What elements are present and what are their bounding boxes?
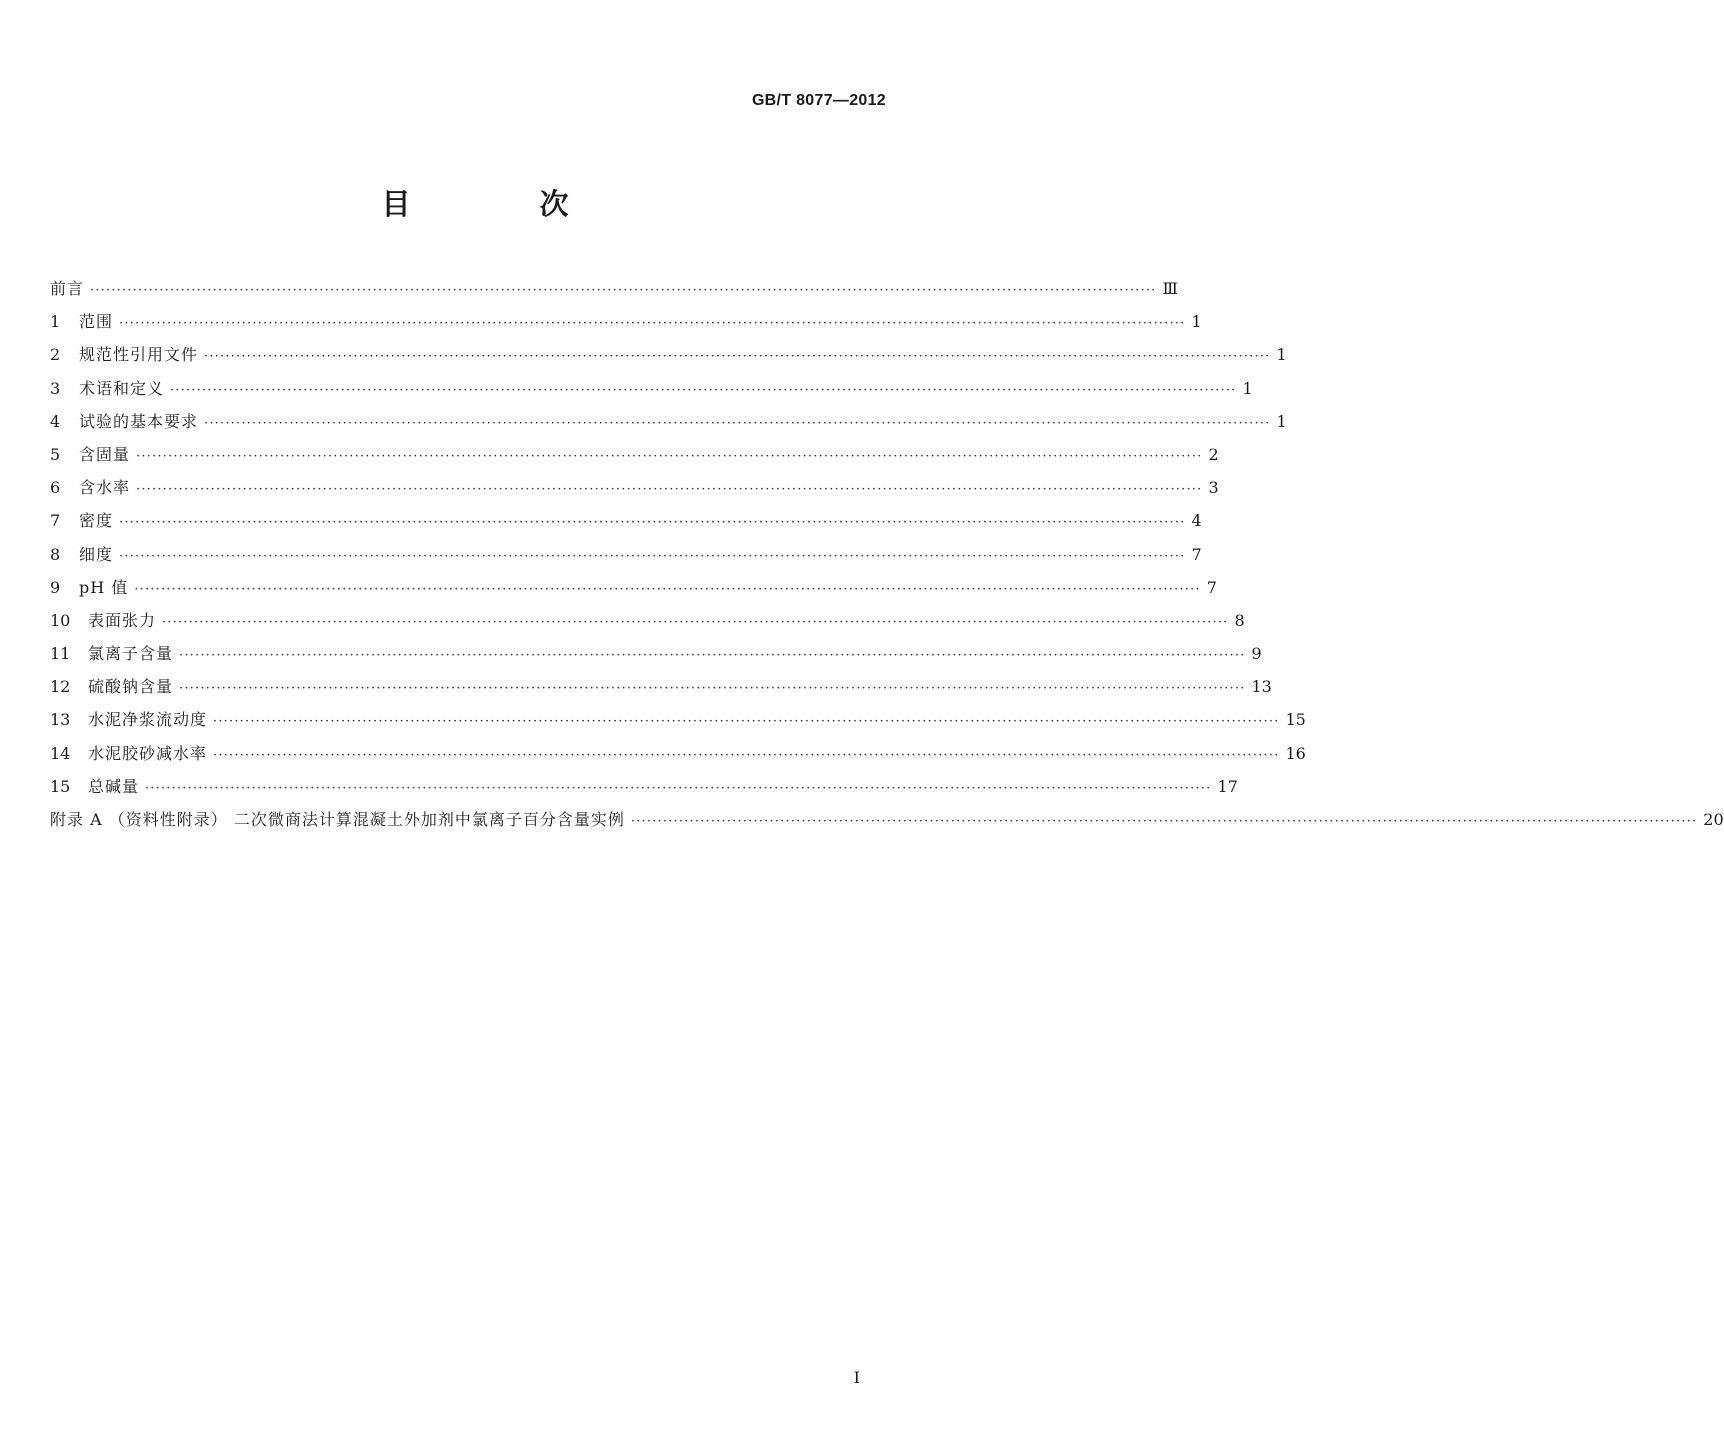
toc-entry-page: 3: [1208, 478, 1219, 498]
toc-entry[interactable]: [50, 737, 1306, 770]
toc-dot-leader: ········································································································································································································: [134, 581, 1201, 597]
page-title: 目 次: [381, 187, 619, 221]
toc-entry[interactable]: [50, 670, 1272, 703]
toc-entry-page: 7: [1206, 577, 1217, 597]
toc-entry-title: 含固量: [79, 444, 131, 464]
toc-entry[interactable]: [50, 305, 1202, 338]
toc-dot-leader: ········································································································································································································: [179, 648, 1246, 664]
toc-entry-title: 含水率: [79, 478, 131, 498]
toc-dot-leader: ········································································································································································································: [136, 448, 1203, 464]
toc-entry-title: 规范性引用文件: [79, 345, 199, 365]
toc-dot-leader: ········································································································································································································: [213, 747, 1280, 763]
toc-entry-title: 硫酸钠含量: [88, 677, 174, 697]
toc-dot-leader: ········································································································································································································: [136, 482, 1203, 498]
toc-entry[interactable]: [50, 571, 1217, 604]
toc-entry-number: 4: [50, 411, 61, 431]
standard-code: GB/T 8077—2012: [751, 92, 886, 109]
toc-entry-title: 总碱量: [88, 776, 140, 796]
toc-entry-page: 16: [1285, 743, 1306, 763]
toc-dot-leader: ········································································································································································································: [204, 349, 1271, 365]
toc-entry[interactable]: [50, 272, 1178, 305]
toc-entry-number: 15: [50, 776, 71, 796]
toc-entry[interactable]: [50, 604, 1245, 637]
toc-entry-page: 4: [1191, 511, 1202, 531]
toc-dot-leader: ········································································································································································································: [145, 780, 1212, 796]
toc-dot-leader: ········································································································································································································: [119, 515, 1186, 531]
toc-dot-leader: ········································································································································································································: [630, 814, 1698, 829]
toc-entry-page: 1: [1242, 378, 1253, 398]
toc-entry[interactable]: [50, 338, 1287, 371]
toc-entry-number: 3: [50, 378, 61, 398]
toc-entry-page: 1: [1276, 345, 1287, 365]
toc-entry[interactable]: [50, 471, 1219, 504]
toc-entry-title: 范围: [79, 312, 114, 332]
toc-entry-number: 8: [50, 544, 61, 564]
toc-entry-number: 2: [50, 345, 61, 365]
toc-entry[interactable]: [50, 803, 1724, 836]
toc-entry-title: 氯离子含量: [88, 644, 174, 664]
toc-entry-number: 5: [50, 444, 61, 464]
toc-entry[interactable]: [50, 372, 1253, 405]
toc-entry-page: 7: [1191, 544, 1202, 564]
toc-entry-title: 水泥净浆流动度: [88, 710, 208, 730]
toc-dot-leader: ········································································································································································································: [204, 415, 1271, 431]
toc-entry-title: pH 值: [79, 577, 129, 597]
toc-entry-number: 9: [50, 577, 61, 597]
toc-dot-leader: ········································································································································································································: [119, 548, 1186, 564]
toc-entry-page: 15: [1285, 710, 1306, 730]
toc-entry-number: 10: [50, 610, 71, 630]
toc-dot-leader: ········································································································································································································: [119, 316, 1186, 332]
toc-entry-page: 1: [1276, 411, 1287, 431]
toc-entry-page: Ⅲ: [1162, 279, 1178, 298]
toc-entry[interactable]: [50, 770, 1238, 803]
toc-entry-page: 1: [1191, 312, 1202, 332]
toc-entry-page: 9: [1251, 644, 1262, 664]
toc-entry-number: 14: [50, 743, 71, 763]
toc-dot-leader: ········································································································································································································: [170, 382, 1237, 398]
toc-dot-leader: ········································································································································································································: [179, 681, 1246, 697]
toc-dot-leader: ········································································································································································································: [90, 283, 1157, 298]
toc-entry-page: 17: [1217, 776, 1238, 796]
toc-entry-page: 2: [1208, 444, 1219, 464]
toc-entry-title: 表面张力: [88, 610, 157, 630]
toc-entry-page: 20: [1703, 810, 1724, 829]
toc-entry-title: 细度: [79, 544, 114, 564]
toc-entry-title: 密度: [79, 511, 114, 531]
toc-entry-number: 12: [50, 677, 71, 697]
toc-entry-title: 附录 A （资料性附录） 二次微商法计算混凝土外加剂中氯离子百分含量实例: [50, 810, 625, 829]
toc-entry-number: 6: [50, 478, 61, 498]
toc-entry-title: 试验的基本要求: [79, 411, 199, 431]
page-number: I: [853, 1368, 860, 1387]
toc-dot-leader: ········································································································································································································: [162, 614, 1229, 630]
toc-entry[interactable]: [50, 637, 1262, 670]
toc-entry-number: 1: [50, 312, 61, 332]
toc-entry[interactable]: [50, 504, 1202, 537]
toc-entry-page: 13: [1251, 677, 1272, 697]
toc-entry-title: 水泥胶砂减水率: [88, 743, 208, 763]
toc-entry-number: 13: [50, 710, 71, 730]
toc-entry[interactable]: [50, 405, 1287, 438]
toc-entry-page: 8: [1234, 610, 1245, 630]
toc-entry-title: 术语和定义: [79, 378, 165, 398]
toc-entry-title: 前言: [50, 279, 85, 298]
toc-entry[interactable]: [50, 538, 1202, 571]
toc-entry[interactable]: [50, 703, 1306, 736]
table-of-contents: [50, 272, 1724, 836]
toc-dot-leader: ········································································································································································································: [213, 714, 1280, 730]
toc-entry[interactable]: [50, 438, 1219, 471]
toc-entry-number: 7: [50, 511, 61, 531]
toc-entry-number: 11: [50, 644, 71, 664]
